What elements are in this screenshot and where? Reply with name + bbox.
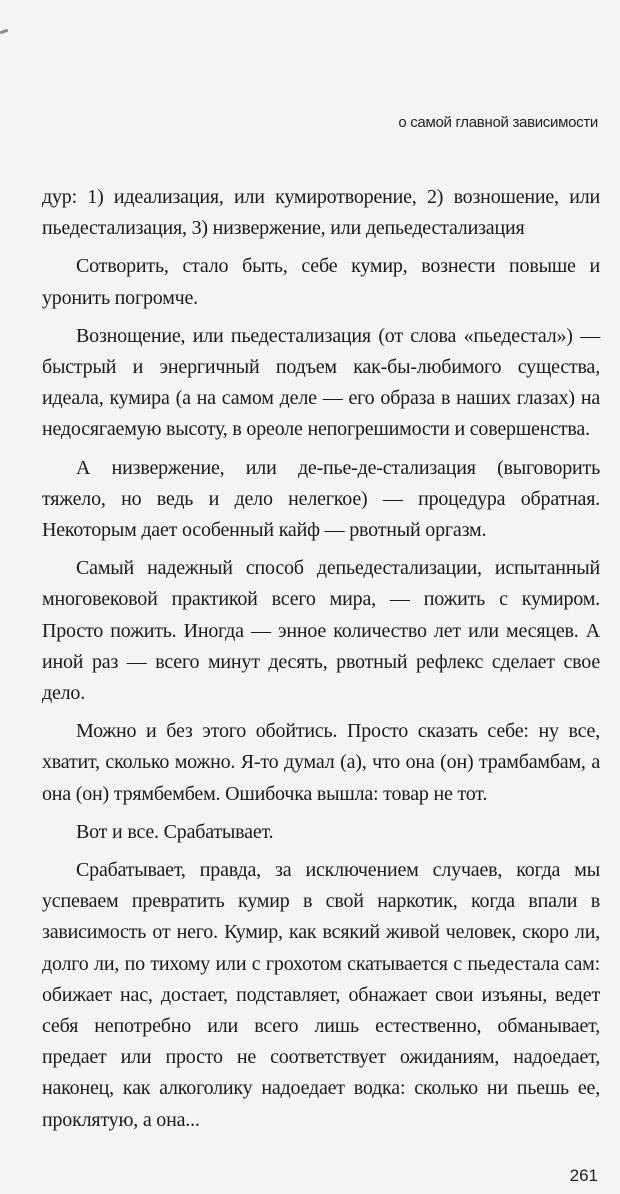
paragraph-4: А низвержение, или де-пье-де-стализация (выговорить тяжело, но ведь и дело нелегкое) — процедура обратная. Некоторым дает особенный кайф — рвотный оргазм. (42, 456, 600, 542)
running-head: о самой главной зависимости (398, 114, 598, 131)
paragraph-3: Вознощение, или пьедестализация (от слова «пьедестал») — быстрый и энергичный подъем как-бы-любимого существа, идеала, кумира (а на самом деле — его образа в наших глазах) на недосягаемую высоту, в ореоле непогрешимости и совершенства. (42, 324, 600, 441)
body-text (42, 182, 600, 1143)
scan-mark (0, 29, 8, 35)
paragraph-7: Вот и все. Срабатывает. (76, 820, 274, 843)
paragraph-8: Срабатывает, правда, за исключением случаев, когда мы успеваем превратить кумир в свой наркотик, когда впали в зависимость от него. Кумир, как всякий живой человек, скоро ли, долго ли, по тихому или с грохотом скатывается с пьедестала сам: обижает нас, достает, подставляет, обнажает свои изъяны, ведет себя непотребно или всего лишь естественно, обманывает, предает или просто не соответствует ожиданиям, надоедает, наконец, как алкоголику надоедает водка: сколько ни пьешь ее, проклятую, а она... (42, 859, 600, 1131)
page-number: 261 (569, 1166, 598, 1185)
paragraph-6: Можно и без этого обойтись. Просто сказать себе: ну все, хватит, сколько можно. Я-то думал (а), что она (он) трамбамбам, а она (он) трямбембем. Ошибочка вышла: товар не тот. (42, 720, 600, 805)
paragraph-5: Самый надежный способ депьедестализации, испытанный многовековой практикой всего мира, — пожить с кумиром. Просто пожить. Иногда — энное количество лет или месяцев. А иной раз — всего минут десять, рвотный рефлекс сделает свое дело. (42, 557, 600, 705)
paragraph-2: Сотворить, стало быть, себе кумир, вознести повыше и уронить погромче. (42, 255, 600, 309)
paragraph-1: дур: 1) идеализация, или кумиротворение, 2) возношение, или пьедестализация, 3) низвержение, или депьедестализация (42, 186, 600, 240)
